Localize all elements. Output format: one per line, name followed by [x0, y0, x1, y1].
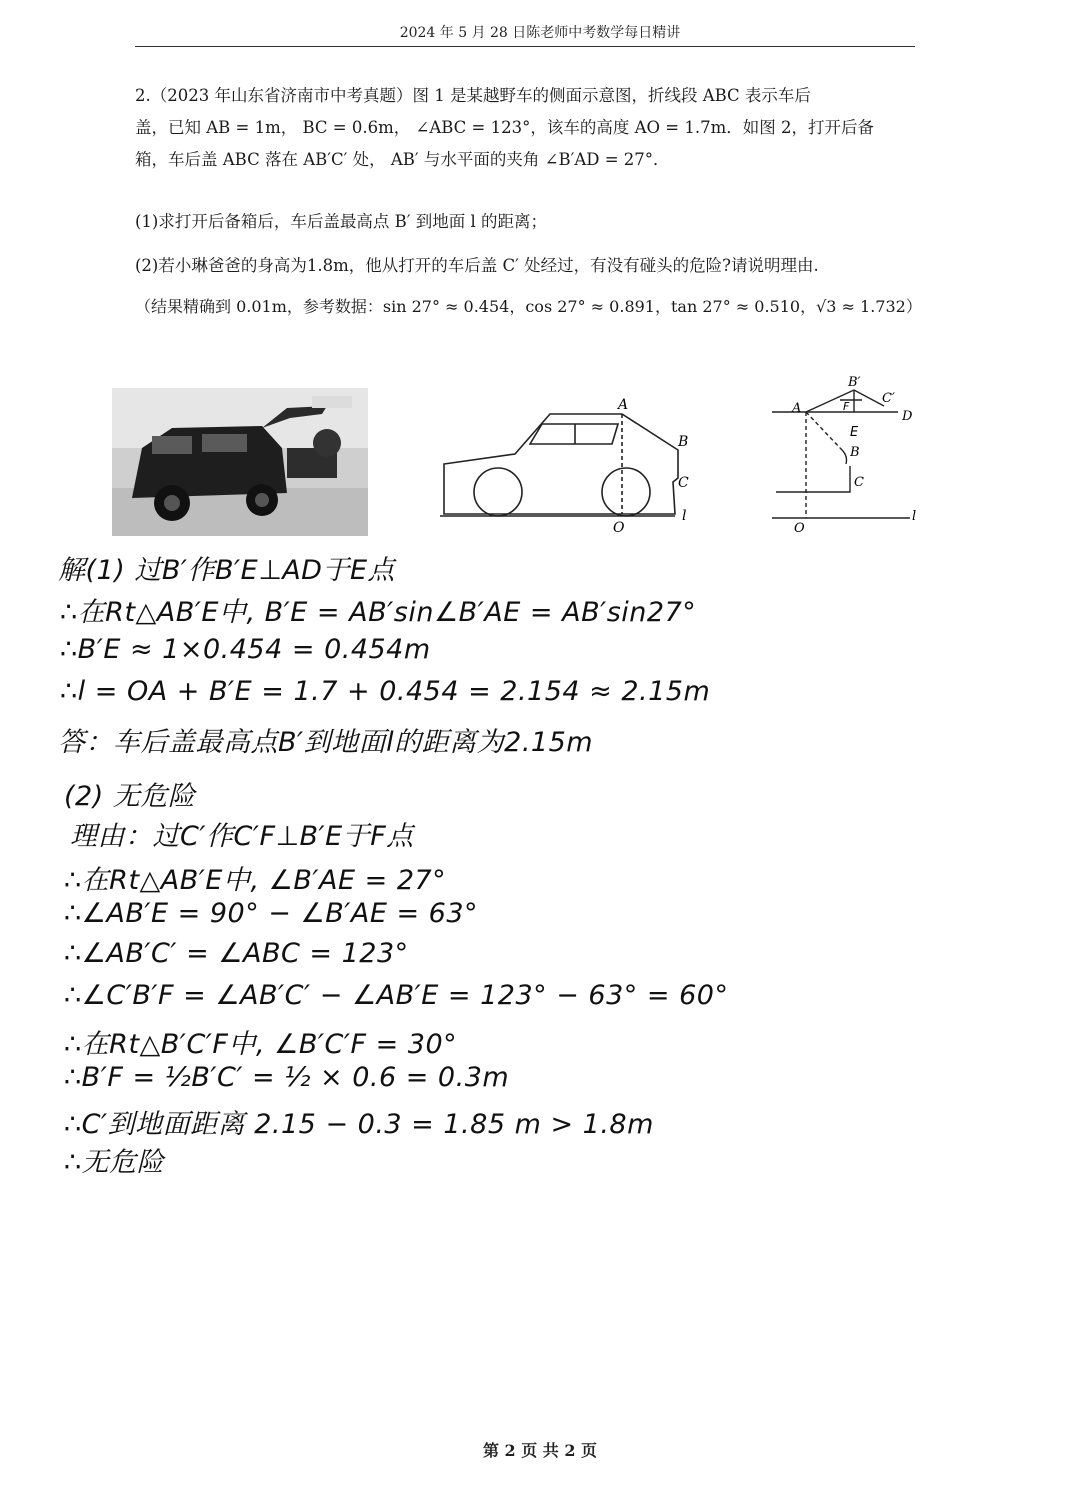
figure-1-diagram [430, 390, 700, 540]
solution-line-11: ∴∠C′B′F = ∠AB′C′ − ∠AB′E = 123° − 63° = 60° [64, 980, 729, 1011]
fig1-label-l: l [682, 508, 687, 524]
solution-line-14: ∴C′到地面距离 2.15 − 0.3 = 1.85 m > 1.8m [64, 1109, 654, 1140]
problem-line-1: 2.（2023 年山东省济南市中考真题）图 1 是某越野车的侧面示意图，折线段 ABC 表示车后 [135, 86, 811, 105]
fig2-label-B: B [850, 445, 860, 460]
fig2-label-O: O [794, 521, 805, 536]
problem-line-3: 箱，车后盖 ABC 落在 AB′C′ 处， AB′ 与水平面的夹角 ∠B′AD = 27°． [135, 150, 670, 169]
solution-line-10: ∴∠AB′C′ = ∠ABC = 123° [64, 938, 409, 969]
fig1-label-O: O [613, 520, 625, 536]
problem-statement [135, 80, 920, 176]
reference-data: （结果精确到 0.01m，参考数据：sin 27° ≈ 0.454，cos 27° ≈ 0.891，tan 27° ≈ 0.510，√3 ≈ 1.732） [135, 297, 922, 316]
solution-line-7: 理由：过C′作C′F⊥B′E于F点 [70, 821, 414, 852]
solution-line-12: ∴在Rt△B′C′F中, ∠B′C′F = 30° [64, 1029, 458, 1060]
solution-line-1: 解(1) 过B′作B′E⊥AD于E点 [58, 555, 396, 586]
fig2-label-D: D [902, 409, 913, 424]
fig1-label-B: B [678, 434, 689, 450]
solution-line-2: ∴在Rt△AB′E中, B′E = AB′sin∠B′AE = AB′sin27° [60, 597, 697, 628]
solution-line-3: ∴B′E ≈ 1×0.454 = 0.454m [60, 634, 431, 665]
solution-line-5: 答：车后盖最高点B′到地面l的距离为2.15m [58, 727, 594, 758]
figure-2-diagram [770, 370, 920, 540]
fig2-label-A: A [792, 401, 802, 416]
vehicle-photo [112, 388, 368, 536]
fig1-label-A: A [618, 397, 629, 413]
solution-line-4: ∴l = OA + B′E = 1.7 + 0.454 = 2.154 ≈ 2.15m [60, 676, 711, 707]
solution-line-8: ∴在Rt△AB′E中, ∠B′AE = 27° [64, 865, 447, 896]
solution-line-6: (2) 无危险 [64, 781, 196, 812]
question-1: (1)求打开后备箱后，车后盖最高点 B′ 到地面 l 的距离； [135, 212, 548, 231]
solution-line-9: ∴∠AB′E = 90° − ∠B′AE = 63° [64, 898, 479, 929]
question-2: (2)若小琳爸爸的身高为1.8m，他从打开的车后盖 C′ 处经过，有没有碰头的危险?请说明理由. [135, 256, 819, 275]
problem-line-2: 盖，已知 AB = 1m， BC = 0.6m， ∠ABC = 123°，该车的高度 AO = 1.7m．如图 2，打开后备 [135, 118, 874, 137]
header-divider [135, 46, 915, 47]
fig2-label-F: F [843, 400, 850, 413]
page-footer: 第 2 页 共 2 页 [482, 1441, 598, 1460]
fig2-label-E: E [850, 425, 859, 440]
page-header: 2024 年 5 月 28 日陈老师中考数学每日精讲 [399, 25, 681, 41]
fig1-label-C: C [678, 475, 689, 491]
solution-line-15: ∴无危险 [64, 1147, 165, 1178]
fig2-label-C: C [854, 475, 864, 490]
fig2-label-B1: B′ [848, 375, 861, 390]
fig2-label-C1: C′ [882, 391, 895, 406]
solution-line-13: ∴B′F = ½B′C′ = ½ × 0.6 = 0.3m [64, 1062, 510, 1093]
fig2-label-l: l [912, 509, 917, 524]
